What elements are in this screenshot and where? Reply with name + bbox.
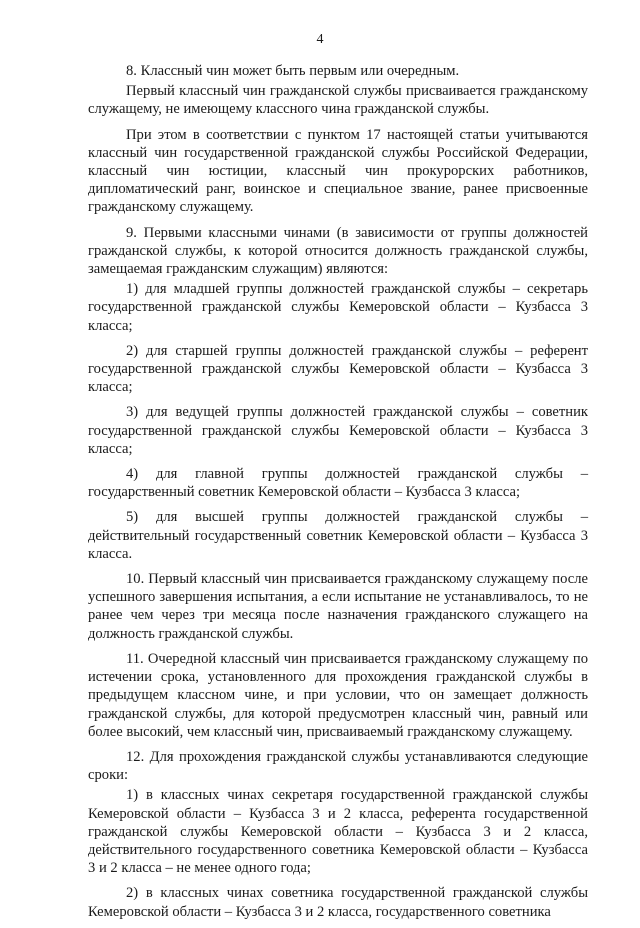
list-item-12-1: 1) в классных чинах секретаря государственной гражданской службы Кемеровской области – Кузбасса 3 и 2 класса, референта государственной гражданской службы Кемеровской области – Кузбасса 3 и 2 класса, действительного государственного советника Кемеровской области – Кузбасса 3 и 2 класса – не менее одного года; [88,787,588,877]
list-item-12-2: 2) в классных чинах советника государственной гражданской службы Кемеровской области – Кузбасса 3 и 2 класса, государственного советника [88,885,588,920]
paragraph-8: 8. Классный чин может быть первым или очередным. [126,63,460,79]
page-number: 4 [316,32,324,47]
paragraph-12: 12. Для прохождения гражданской службы устанавливаются следующие сроки: [88,748,588,784]
paragraph-8-first-rank: Первый классный чин гражданской службы присваивается гражданскому служащему, не имеющему классного чина гражданской службы. [88,83,588,118]
list-item-9-5: 5) для высшей группы должностей гражданской службы – действительный государственный советник Кемеровской области – Кузбасса 3 класса. [88,509,588,562]
list-item-9-2: 2) для старшей группы должностей гражданской службы – референт государственной гражданской службы Кемеровской области – Кузбасса 3 класса; [88,342,588,396]
paragraph-10: 10. Первый классный чин присваивается гражданскому служащему после успешного завершения испытания, а если испытание не устанавливалось, то не ранее чем через три месяца после назначения гражданского служащего на должность гражданской службы. [88,571,588,642]
paragraph-9: 9. Первыми классными чинами (в зависимости от группы должностей гражданской службы, к которой относится должность гражданской службы, замещаемая гражданским служащим) являются: [88,224,588,278]
list-item-9-3: 3) для ведущей группы должностей гражданской службы – советник государственной гражданской службы Кемеровской области – Кузбасса 3 класса; [88,404,588,457]
document-body [88,62,588,928]
list-item-9-1: 1) для младшей группы должностей гражданской службы – секретарь государственной гражданской службы Кемеровской области – Кузбасса 3 класса; [88,281,588,334]
paragraph-11: 11. Очередной классный чин присваивается гражданскому служащему по истечении срока, установленного для прохождения гражданской службы в предыдущем классном чине, и при условии, что он замещает должность гражданской службы, для которой предусмотрен классный чин, равный или более высокий, чем классный чин, присваиваемый гражданскому служащему. [88,650,588,740]
paragraph-8-accounting: При этом в соответствии с пунктом 17 настоящей статьи учитываются классный чин государственной гражданской службы Российской Федерации, классный чин юстиции, классный чин прокурорских работников, дипломатический ранг, воинское и специальное звание, ранее присвоенные гражданскому служащему. [88,126,588,216]
list-item-9-4: 4) для главной группы должностей гражданской службы – государственный советник Кемеровской области – Кузбасса 3 класса; [88,466,588,501]
